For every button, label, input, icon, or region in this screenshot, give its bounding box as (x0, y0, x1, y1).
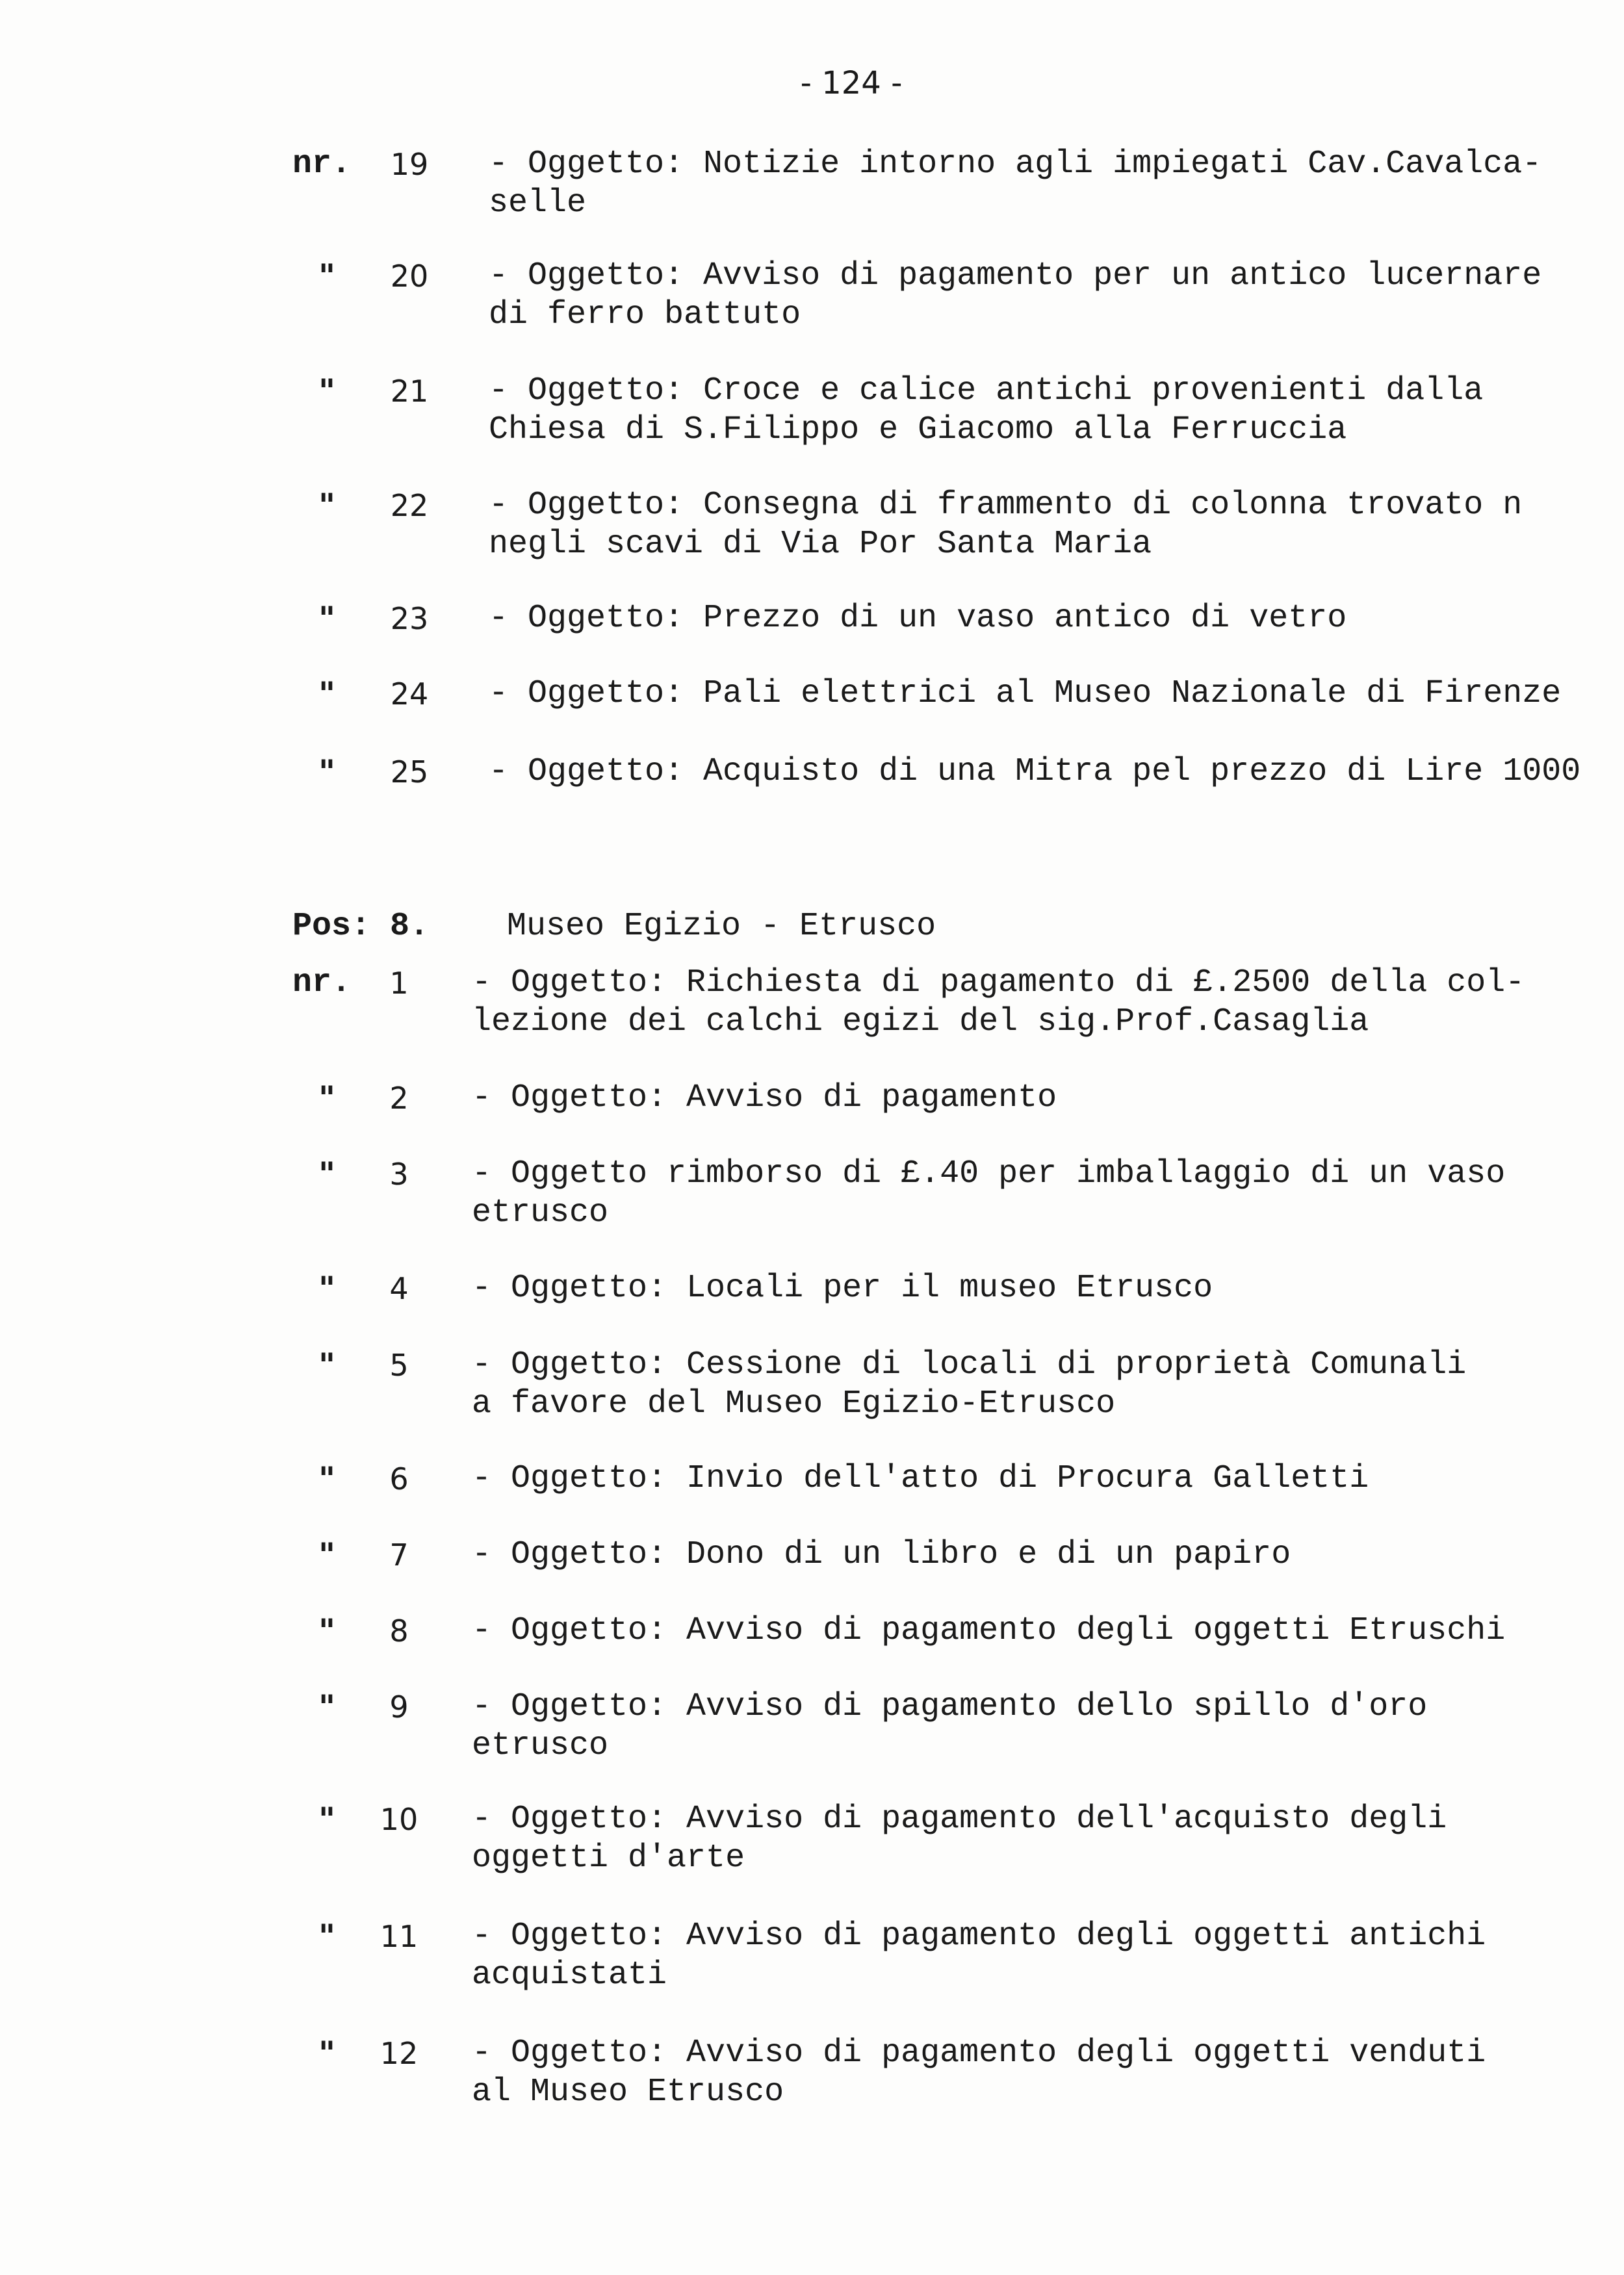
page-number: - 124 - (800, 65, 903, 101)
list-item (0, 1079, 1624, 1163)
ditto-mark: " (318, 1155, 336, 1193)
list-item (0, 675, 1624, 759)
entry-text: - Oggetto rimborso di £.40 per imballaggio di un vaso etrusco (472, 1155, 1506, 1231)
ditto-mark: " (318, 1688, 336, 1726)
entry-text: - Oggetto: Pali elettrici al Museo Nazionale di Firenze (489, 675, 1562, 712)
list-item (0, 486, 1624, 571)
entry-number: 22 (390, 488, 429, 523)
ditto-mark: " (318, 1079, 336, 1117)
entry-number: 1 (389, 966, 409, 1001)
list-item (0, 1346, 1624, 1430)
list-item (0, 2034, 1624, 2118)
list-item (0, 1536, 1624, 1620)
ditto-mark: " (318, 2035, 336, 2072)
entry-number: 5 (389, 1348, 409, 1383)
list-item (0, 1459, 1624, 1544)
entry-text: - Oggetto: Notizie intorno agli impiegati Cav.Cavalca- selle (489, 146, 1542, 222)
entry-text: - Oggetto: Avviso di pagamento dell'acquisto degli oggetti d'arte (472, 1801, 1447, 1877)
ditto-mark: " (318, 372, 336, 410)
entry-number: 4 (389, 1271, 409, 1306)
entry-prefix: nr. (292, 146, 352, 183)
ditto-mark: " (318, 1536, 336, 1574)
entry-text: - Oggetto: Locali per il museo Etrusco (472, 1270, 1213, 1307)
ditto-mark: " (318, 1612, 336, 1650)
list-item (0, 372, 1624, 456)
entry-text: - Oggetto: Invio dell'atto di Procura Galletti (472, 1460, 1369, 1497)
ditto-mark: " (318, 1918, 336, 1955)
ditto-mark: " (318, 1801, 336, 1838)
list-item (0, 1155, 1624, 1239)
position-label: Pos: (292, 908, 371, 945)
entry-text: - Oggetto: Cessione di locali di proprietà Comunali a favore del Museo Egizio-Etrusco (472, 1346, 1467, 1422)
entry-number: 11 (380, 1919, 419, 1954)
ditto-mark: " (318, 1346, 336, 1384)
ditto-mark: " (318, 1270, 336, 1307)
entry-number: 3 (389, 1157, 409, 1192)
list-item (0, 752, 1624, 837)
entry-number: 23 (390, 601, 429, 636)
entry-text: - Oggetto: Avviso di pagamento degli oggetti Etruschi (472, 1612, 1506, 1649)
ditto-mark: " (318, 1460, 336, 1498)
entry-text: - Oggetto: Avviso di pagamento per un antico lucernare di ferro battuto (489, 257, 1542, 333)
list-item (0, 145, 1624, 229)
entry-number: 8 (389, 1613, 409, 1649)
entry-number: 19 (390, 147, 429, 182)
list-item (0, 1269, 1624, 1354)
entry-text: - Oggetto: Croce e calice antichi provenienti dalla Chiesa di S.Filippo e Giacomo alla Ferruccia (489, 372, 1484, 448)
entry-number: 20 (390, 259, 429, 294)
entry-text: - Oggetto: Richiesta di pagamento di £.2500 della col- lezione dei calchi egizi del sig.Prof.Casaglia (472, 964, 1525, 1040)
entry-number: 7 (389, 1537, 409, 1573)
entry-number: 6 (389, 1461, 409, 1497)
entry-text: - Oggetto: Dono di un libro e di un papiro (472, 1536, 1291, 1573)
entry-number: 12 (380, 2036, 419, 2071)
ditto-mark: " (318, 753, 336, 791)
ditto-mark: " (318, 487, 336, 524)
entry-number: 9 (389, 1690, 409, 1725)
entry-number: 21 (390, 374, 429, 409)
ditto-mark: " (318, 257, 336, 295)
entry-number: 10 (380, 1802, 419, 1837)
entry-text: - Oggetto: Acquisto di una Mitra pel prezzo di Lire 1000 (489, 753, 1581, 790)
entry-text: - Oggetto: Avviso di pagamento dello spillo d'oro etrusco (472, 1688, 1428, 1764)
list-item (0, 257, 1624, 341)
ditto-mark: " (318, 600, 336, 637)
entry-number: 2 (389, 1081, 409, 1116)
entry-number: 25 (390, 754, 429, 790)
list-item (0, 1688, 1624, 1772)
list-item (0, 1612, 1624, 1696)
entry-number: 24 (390, 676, 429, 712)
entry-prefix: nr. (292, 964, 352, 1001)
position-number: 8. (390, 908, 430, 945)
list-item (0, 1917, 1624, 2001)
entry-text: - Oggetto: Consegna di frammento di colonna trovato n negli scavi di Via Por Santa Maria (489, 487, 1523, 563)
entry-text: - Oggetto: Avviso di pagamento degli oggetti venduti al Museo Etrusco (472, 2035, 1486, 2111)
entry-text: - Oggetto: Avviso di pagamento degli oggetti antichi acquistati (472, 1918, 1486, 1994)
section-title: Museo Egizio - Etrusco (507, 908, 936, 945)
entry-text: - Oggetto: Avviso di pagamento (472, 1079, 1057, 1116)
ditto-mark: " (318, 675, 336, 713)
list-item (0, 964, 1624, 1048)
entry-text: - Oggetto: Prezzo di un vaso antico di vetro (489, 600, 1347, 637)
list-item (0, 1800, 1624, 1884)
list-item (0, 599, 1624, 684)
